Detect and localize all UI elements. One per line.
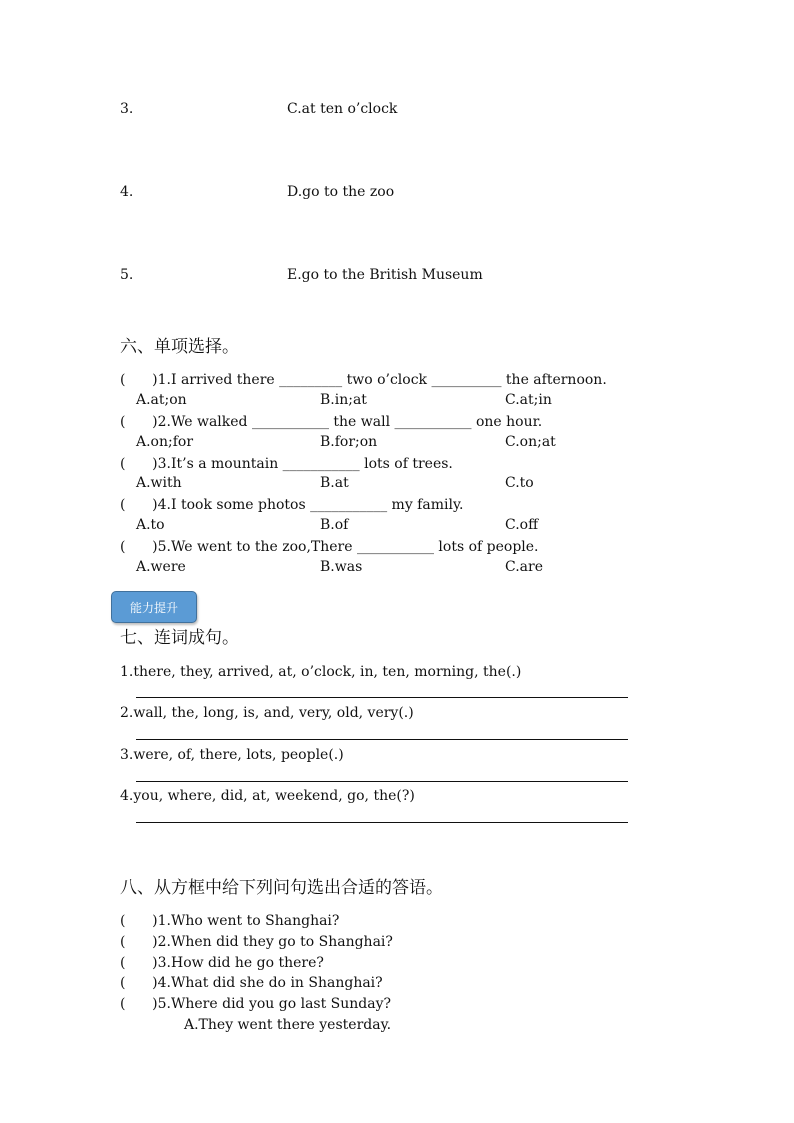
option-b: B.was <box>320 559 363 575</box>
sentence-item-4: 4.you, where, did, at, weekend, go, the(?) <box>120 788 415 804</box>
option-a: A.on;for <box>136 434 194 450</box>
option-c: C.at;in <box>505 392 552 408</box>
answer-line[interactable] <box>136 822 628 823</box>
qa-question-1: ( )1.Who went to Shanghai? <box>120 913 340 929</box>
matching-option: D.go to the zoo <box>287 184 395 200</box>
option-a: A.were <box>136 559 186 575</box>
option-a: A.at;on <box>136 392 187 408</box>
sentence-item-1: 1.there, they, arrived, at, o’clock, in, ten, morning, the(.) <box>120 664 522 680</box>
section-8-title: 八、从方框中给下列问句选出合适的答语。 <box>120 878 443 898</box>
question-stem: ( )4.I took some photos ___________ my family. <box>120 497 464 513</box>
matching-option: E.go to the British Museum <box>287 267 483 283</box>
answer-line[interactable] <box>136 697 628 698</box>
matching-number: 5. <box>120 267 134 283</box>
option-b: B.of <box>320 517 349 533</box>
question-stem: ( )2.We walked ___________ the wall ___________ one hour. <box>120 414 543 430</box>
option-a: A.with <box>136 475 182 491</box>
ability-boost-badge: 能力提升 <box>111 591 197 623</box>
section-7-title: 七、连词成句。 <box>120 628 239 648</box>
option-b: B.at <box>320 475 349 491</box>
option-b: B.for;on <box>320 434 378 450</box>
option-c: C.off <box>505 517 539 533</box>
matching-number: 3. <box>120 101 134 117</box>
matching-number: 4. <box>120 184 134 200</box>
answer-line[interactable] <box>136 781 628 782</box>
qa-question-4: ( )4.What did she do in Shanghai? <box>120 975 383 991</box>
answer-option-a: A.They went there yesterday. <box>184 1017 392 1033</box>
option-b: B.in;at <box>320 392 367 408</box>
answer-line[interactable] <box>136 739 628 740</box>
option-a: A.to <box>136 517 165 533</box>
qa-question-2: ( )2.When did they go to Shanghai? <box>120 934 393 950</box>
option-c: C.are <box>505 559 543 575</box>
question-stem: ( )5.We went to the zoo,There ___________ lots of people. <box>120 539 539 555</box>
matching-option: C.at ten o’clock <box>287 101 398 117</box>
option-c: C.to <box>505 475 534 491</box>
sentence-item-3: 3.were, of, there, lots, people(.) <box>120 747 344 763</box>
qa-question-3: ( )3.How did he go there? <box>120 955 324 971</box>
section-6-title: 六、单项选择。 <box>120 337 239 357</box>
question-stem: ( )3.It’s a mountain ___________ lots of trees. <box>120 456 453 472</box>
option-c: C.on;at <box>505 434 556 450</box>
qa-question-5: ( )5.Where did you go last Sunday? <box>120 996 392 1012</box>
sentence-item-2: 2.wall, the, long, is, and, very, old, very(.) <box>120 705 414 721</box>
question-stem: ( )1.I arrived there _________ two o’clock __________ the afternoon. <box>120 372 607 388</box>
